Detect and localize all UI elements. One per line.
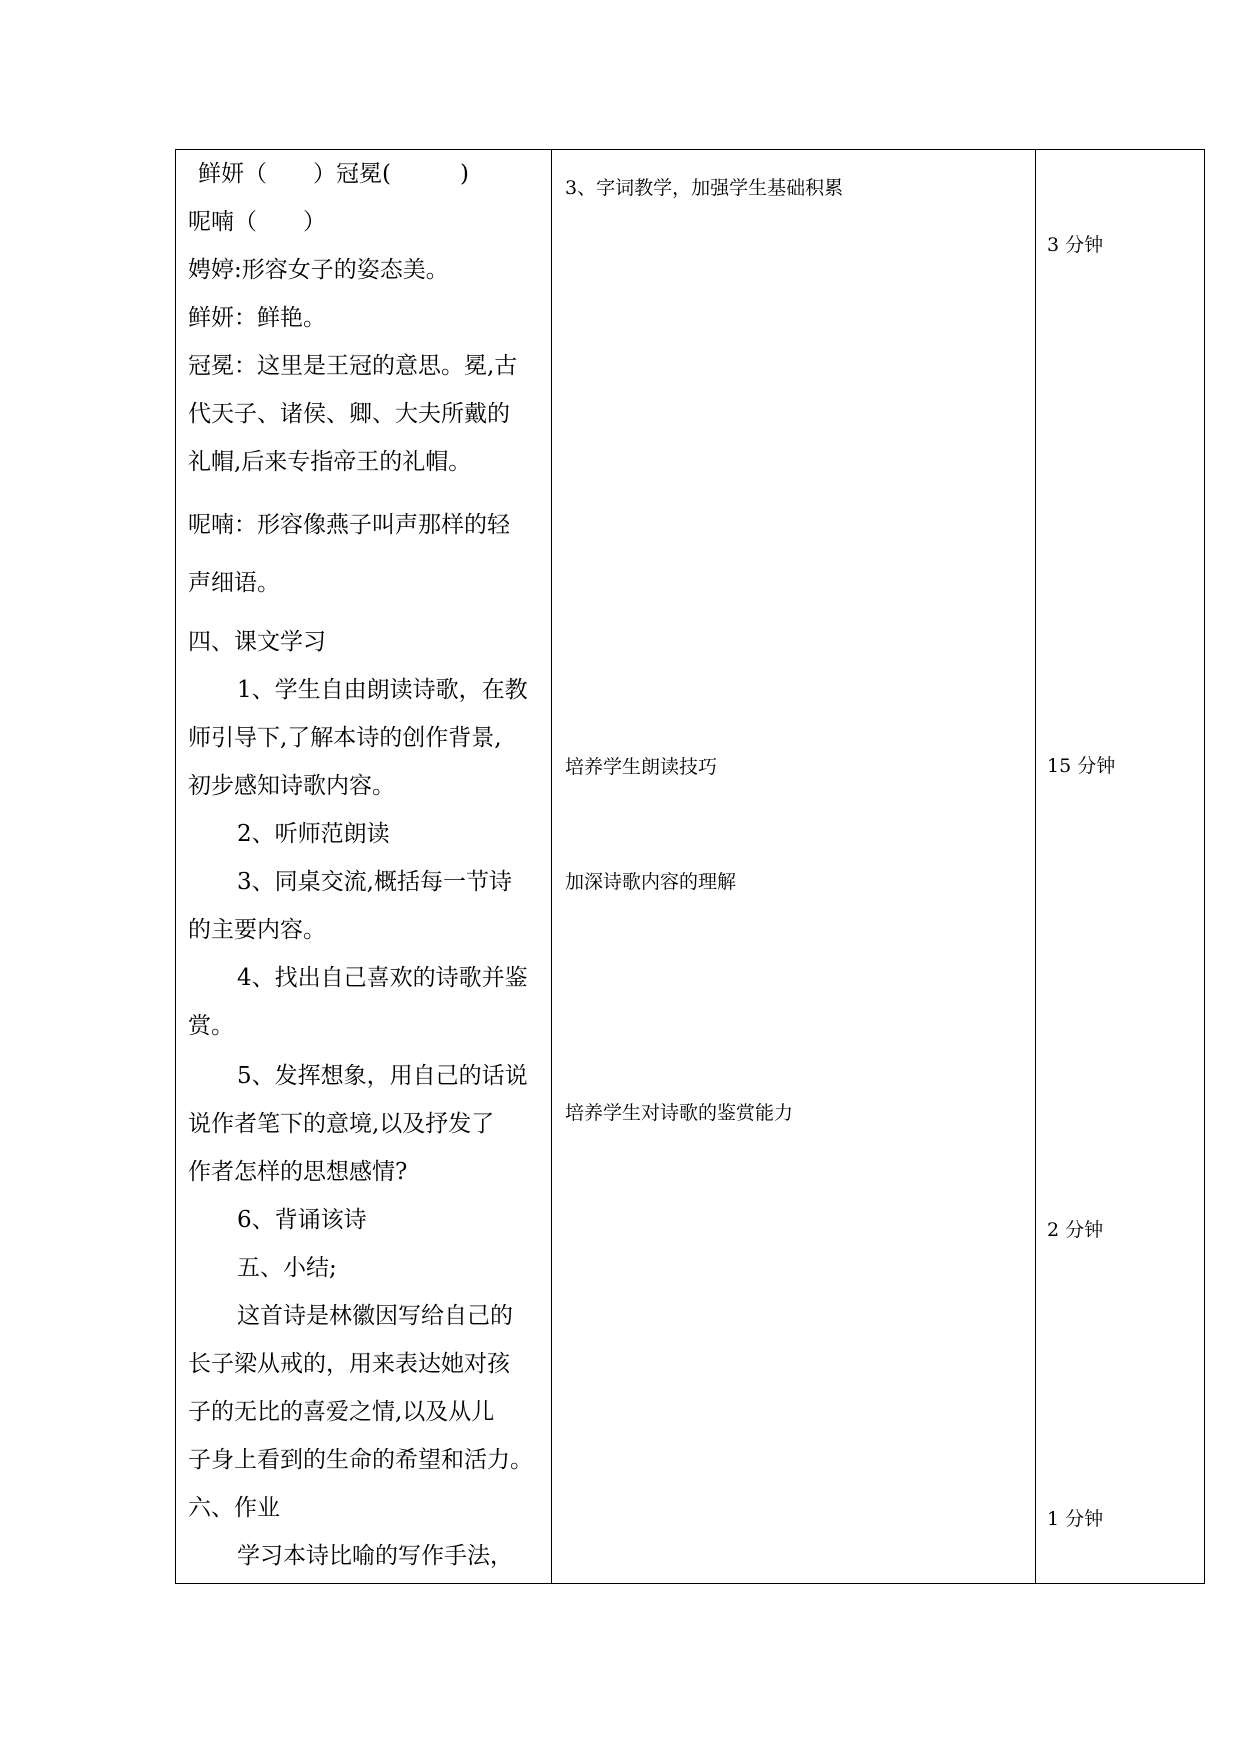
- content-line: 呢喃：形容像燕子叫声那样的轻: [188, 512, 510, 538]
- content-line: 呢喃（ ）: [188, 209, 326, 235]
- time-value: 3 分钟: [1047, 234, 1104, 256]
- content-line: 2、听师范朗读: [237, 821, 390, 847]
- content-line: 5、发挥想象，用自己的话说: [237, 1063, 528, 1089]
- content-line: 长子梁从戒的，用来表达她对孩: [188, 1351, 510, 1377]
- section-heading: 五、小结;: [237, 1255, 337, 1281]
- content-line: 6、背诵该诗: [237, 1207, 367, 1233]
- content-line: 子的无比的喜爱之情,以及从儿: [188, 1399, 495, 1425]
- content-line: 4、找出自己喜欢的诗歌并鉴: [237, 965, 528, 991]
- column-divider-1: [551, 149, 552, 1584]
- intent-item: 3、字词教学，加强学生基础积累: [565, 177, 844, 199]
- content-line: 声细语。: [188, 570, 280, 596]
- intent-item: 培养学生对诗歌的鉴赏能力: [565, 1102, 794, 1124]
- intent-item: 培养学生朗读技巧: [565, 756, 718, 778]
- content-line: 学习本诗比喻的写作手法，: [237, 1543, 513, 1569]
- section-heading: 六、作业: [188, 1495, 280, 1521]
- content-line: 作者怎样的思想感情?: [188, 1159, 408, 1185]
- section-heading: 四、课文学习: [188, 629, 326, 655]
- content-line: 赏。: [188, 1013, 234, 1039]
- column-divider-2: [1035, 149, 1036, 1584]
- content-line: 鲜妍（ ）冠冕( ): [198, 161, 469, 187]
- content-line: 子身上看到的生命的希望和活力。: [188, 1447, 533, 1473]
- content-line: 的主要内容。: [188, 917, 326, 943]
- content-line: 说作者笔下的意境,以及抒发了: [188, 1111, 495, 1137]
- time-value: 2 分钟: [1047, 1219, 1104, 1241]
- content-line: 1、学生自由朗读诗歌，在教: [237, 677, 528, 703]
- content-line: 师引导下,了解本诗的创作背景,: [188, 725, 502, 751]
- content-line: 3、同桌交流,概括每一节诗: [237, 869, 512, 895]
- content-line: 冠冕：这里是王冠的意思。冕,古: [188, 353, 518, 379]
- time-value: 1 分钟: [1047, 1508, 1104, 1530]
- content-line: 礼帽,后来专指帝王的礼帽。: [188, 449, 472, 475]
- content-line: 这首诗是林徽因写给自己的: [237, 1303, 513, 1329]
- content-line: 鲜妍：鲜艳。: [188, 305, 326, 331]
- content-line: 初步感知诗歌内容。: [188, 773, 395, 799]
- content-line: 娉婷:形容女子的姿态美。: [188, 257, 449, 283]
- intent-item: 加深诗歌内容的理解: [565, 871, 737, 893]
- content-line: 代天子、诸侯、卿、大夫所戴的: [188, 401, 510, 427]
- time-value: 15 分钟: [1047, 755, 1116, 777]
